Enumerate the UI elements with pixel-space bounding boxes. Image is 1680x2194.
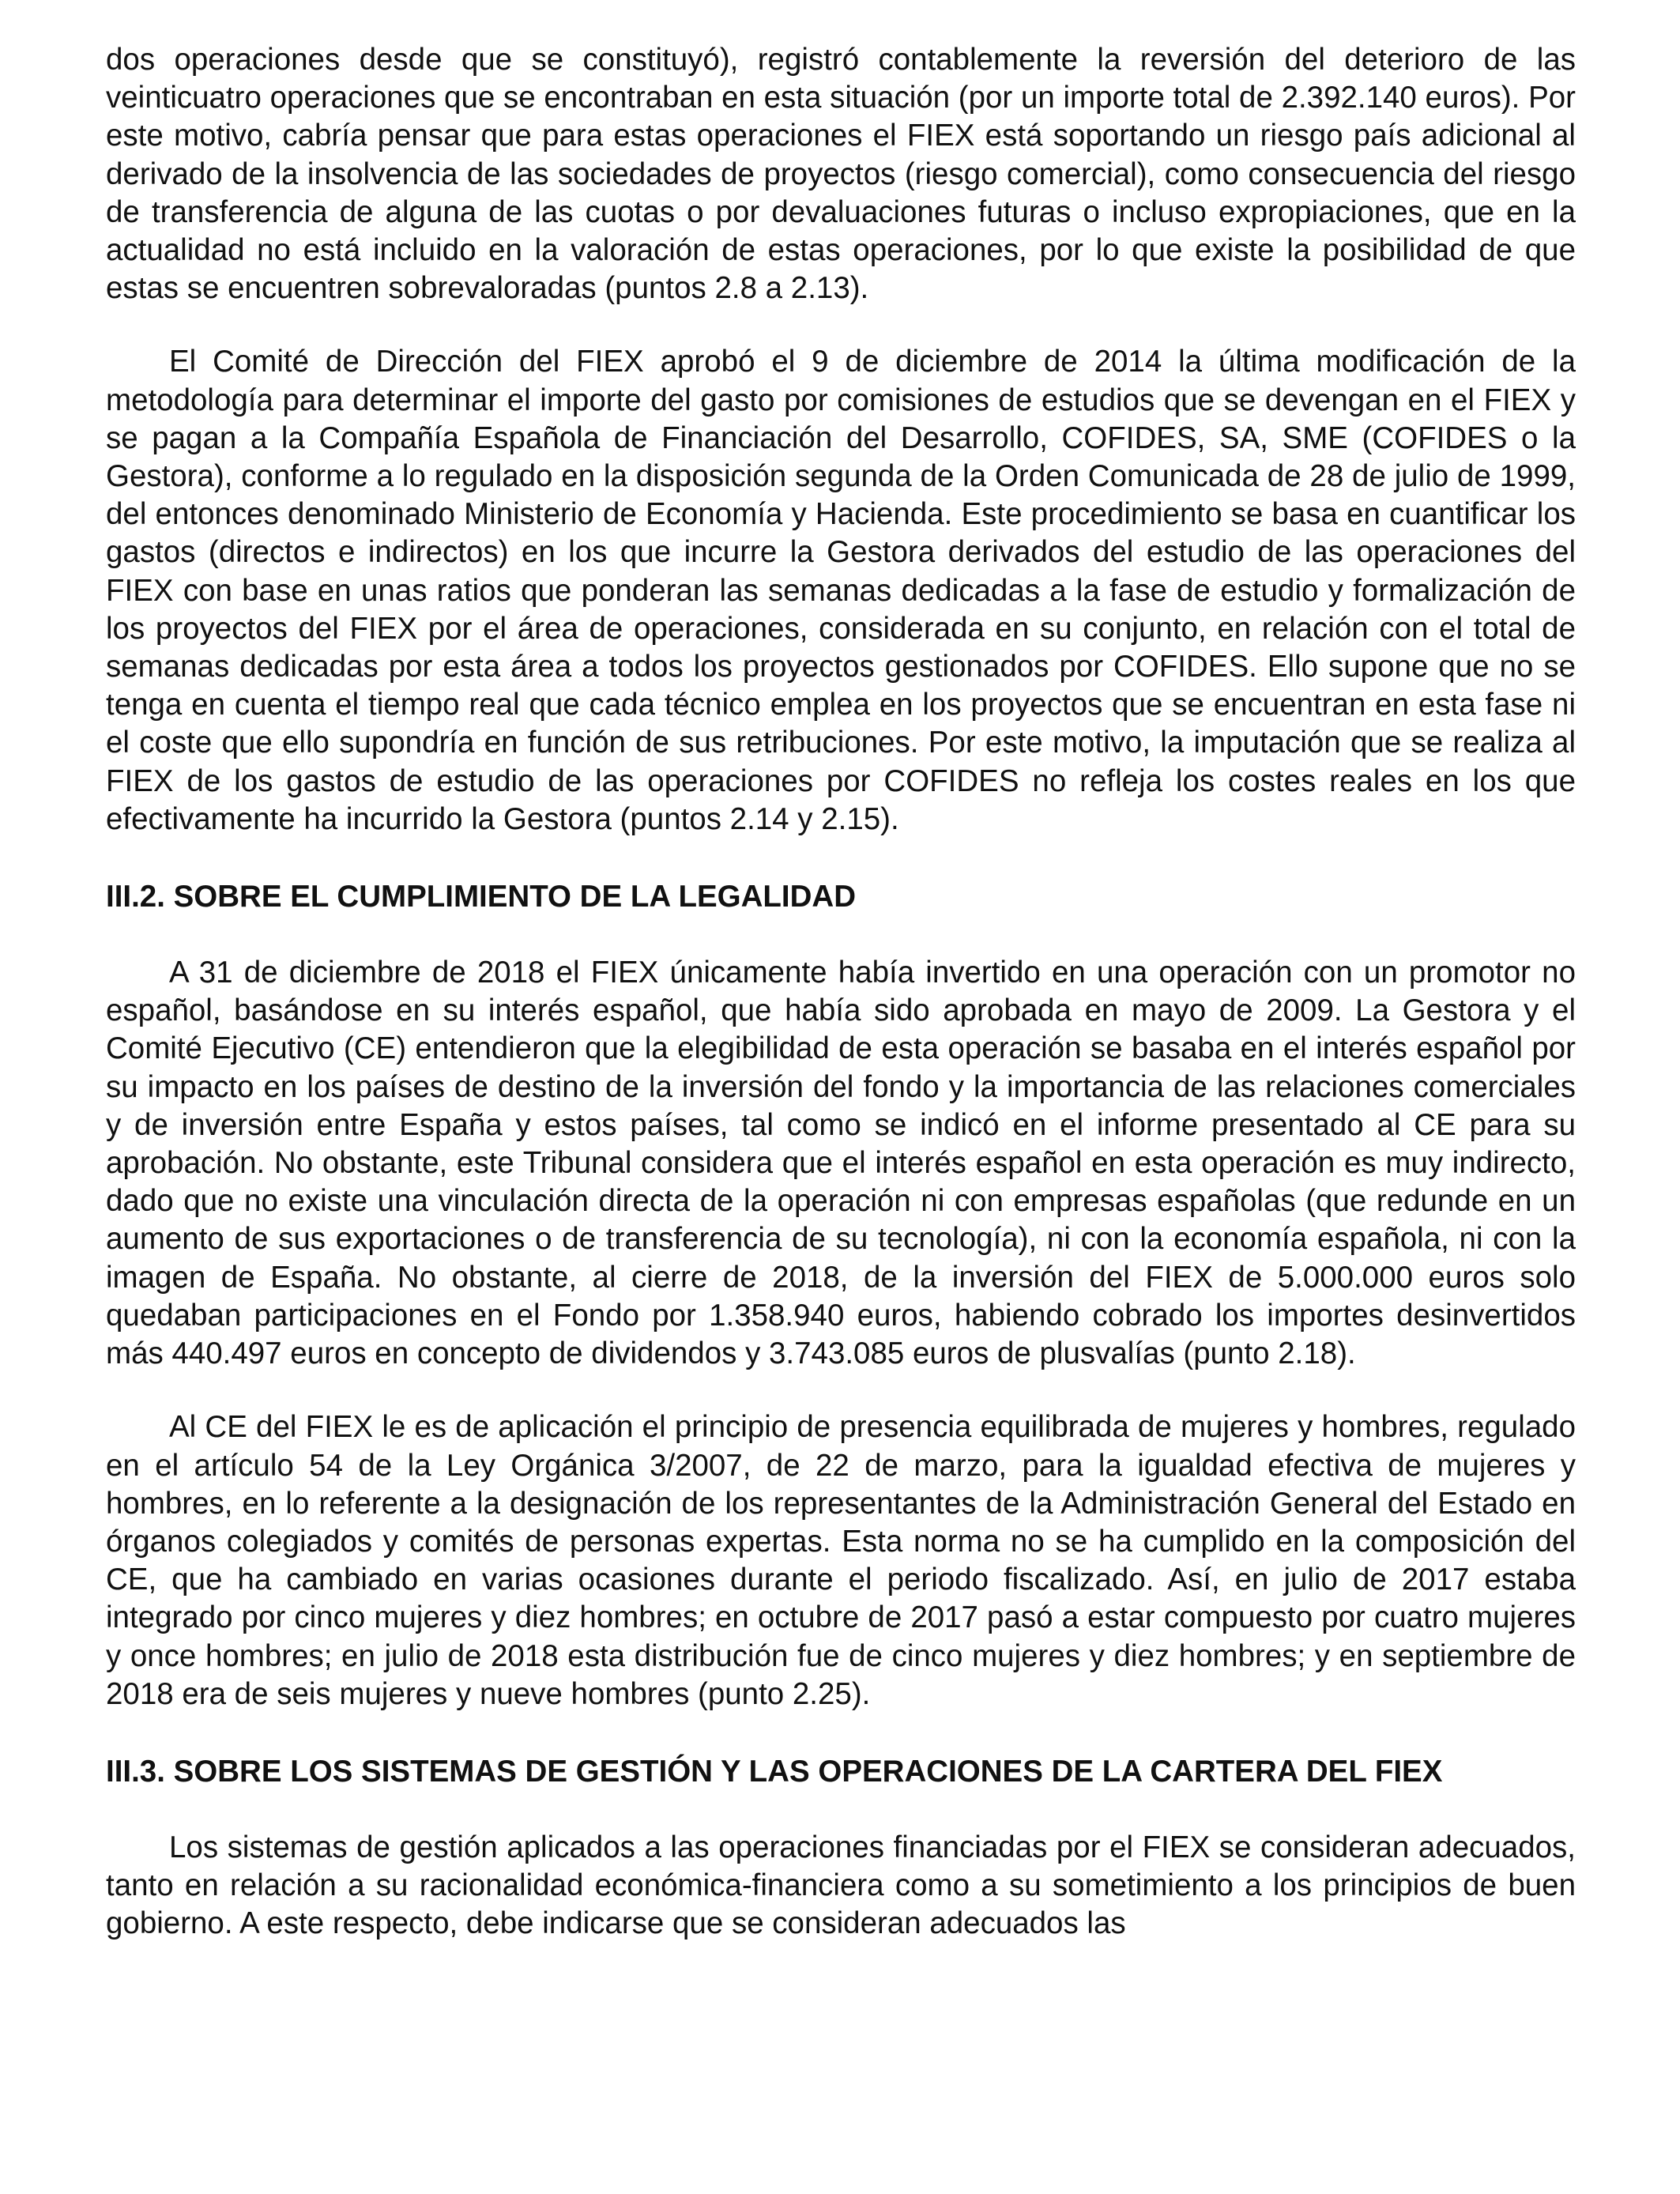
paragraph-comite-direccion: El Comité de Dirección del FIEX aprobó el 9 de diciembre de 2014 la última modificación de la metodología para determinar el importe del gasto por comisiones de estudios que se devengan en el FIEX y se pagan a la Compañía Española de Financiación del Desarrollo, COFIDES, SA, SME (COFIDES o la Gestora), conforme a lo regulado en la disposición segunda de la Orden Comunicada de 28 de julio de 1999, del entonces denominado Ministerio de Economía y Hacienda. Este procedimiento se basa en cuantificar los gastos (directos e indirectos) en los que incurre la Gestora derivados del estudio de las operaciones del FIEX con base en unas ratios que ponderan las semanas dedicadas a la fase de estudio y formalización de los proyectos del FIEX por el área de operaciones, considerada en su conjunto, en relación con el total de semanas dedicadas por esta área a todos los proyectos gestionados por COFIDES. Ello supone que no se tenga en cuenta el tiempo real que cada técnico emplea en los proyectos que se encuentran en esta fase ni el coste que ello supondría en función de sus retribuciones. Por este motivo, la imputación que se realiza al FIEX de los gastos de estudio de las operaciones por COFIDES no refleja los costes reales en los que efectivamente ha incurrido la Gestora (puntos 2.14 y 2.15). <box>106 345 1576 836</box>
section-heading-sistemas-gestion: III.3. SOBRE LOS SISTEMAS DE GESTIÓN Y LAS OPERACIONES DE LA CARTERA DEL FIEX <box>106 1754 1443 1789</box>
paragraph-continuation: dos operaciones desde que se constituyó), registró contablemente la reversión del deterioro de las veinticuatro operaciones que se encontraban en esta situación (por un importe total de 2.392.140 euros). Por este motivo, cabría pensar que para estas operaciones el FIEX está soportando un riesgo país adicional al derivado de la insolvencia de las sociedades de proyectos (riesgo comercial), como consecuencia del riesgo de transferencia de alguna de las cuotas o por devaluaciones futuras o incluso expropiaciones, que en la actualidad no está incluido en la valoración de estas operaciones, por lo que existe la posibilidad de que estas se encuentren sobrevaloradas (puntos 2.8 a 2.13). <box>106 43 1576 306</box>
paragraph-sistemas-gestion: Los sistemas de gestión aplicados a las operaciones financiadas por el FIEX se consideran adecuados, tanto en relación a su racionalidad económica-financiera como a su sometimiento a los principios de buen gobierno. A este respecto, debe indicarse que se consideran adecuados las <box>106 1830 1576 1941</box>
document-page <box>106 41 1576 1943</box>
paragraph-operacion-promotor: A 31 de diciembre de 2018 el FIEX únicamente había invertido en una operación con un promotor no español, basándose en su interés español, que había sido aprobada en mayo de 2009. La Gestora y el Comité Ejecutivo (CE) entendieron que la elegibilidad de esta operación se basaba en el interés español por su impacto en los países de destino de la inversión del fondo y la importancia de las relaciones comerciales y de inversión entre España y estos países, tal como se indicó en el informe presentado al CE para su aprobación. No obstante, este Tribunal considera que el interés español en esta operación es muy indirecto, dado que no existe una vinculación directa de la operación ni con empresas españolas (que redunde en un aumento de sus exportaciones o de transferencia de su tecnología), ni con la economía española, ni con la imagen de España. No obstante, al cierre de 2018, de la inversión del FIEX de 5.000.000 euros solo quedaban participaciones en el Fondo por 1.358.940 euros, habiendo cobrado los importes desinvertidos más 440.497 euros en concepto de dividendos y 3.743.085 euros de plusvalías (punto 2.18). <box>106 956 1576 1371</box>
paragraph-presencia-equilibrada: Al CE del FIEX le es de aplicación el principio de presencia equilibrada de mujeres y hombres, regulado en el artículo 54 de la Ley Orgánica 3/2007, de 22 de marzo, para la igualdad efectiva de mujeres y hombres, en lo referente a la designación de los representantes de la Administración General del Estado en órganos colegiados y comités de personas expertas. Esta norma no se ha cumplido en la composición del CE, que ha cambiado en varias ocasiones durante el periodo fiscalizado. Así, en julio de 2017 estaba integrado por cinco mujeres y diez hombres; en octubre de 2017 pasó a estar compuesto por cuatro mujeres y once hombres; en julio de 2018 esta distribución fue de cinco mujeres y diez hombres; y en septiembre de 2018 era de seis mujeres y nueve hombres (punto 2.25). <box>106 1410 1576 1711</box>
section-heading-legalidad: III.2. SOBRE EL CUMPLIMIENTO DE LA LEGALIDAD <box>106 880 857 914</box>
